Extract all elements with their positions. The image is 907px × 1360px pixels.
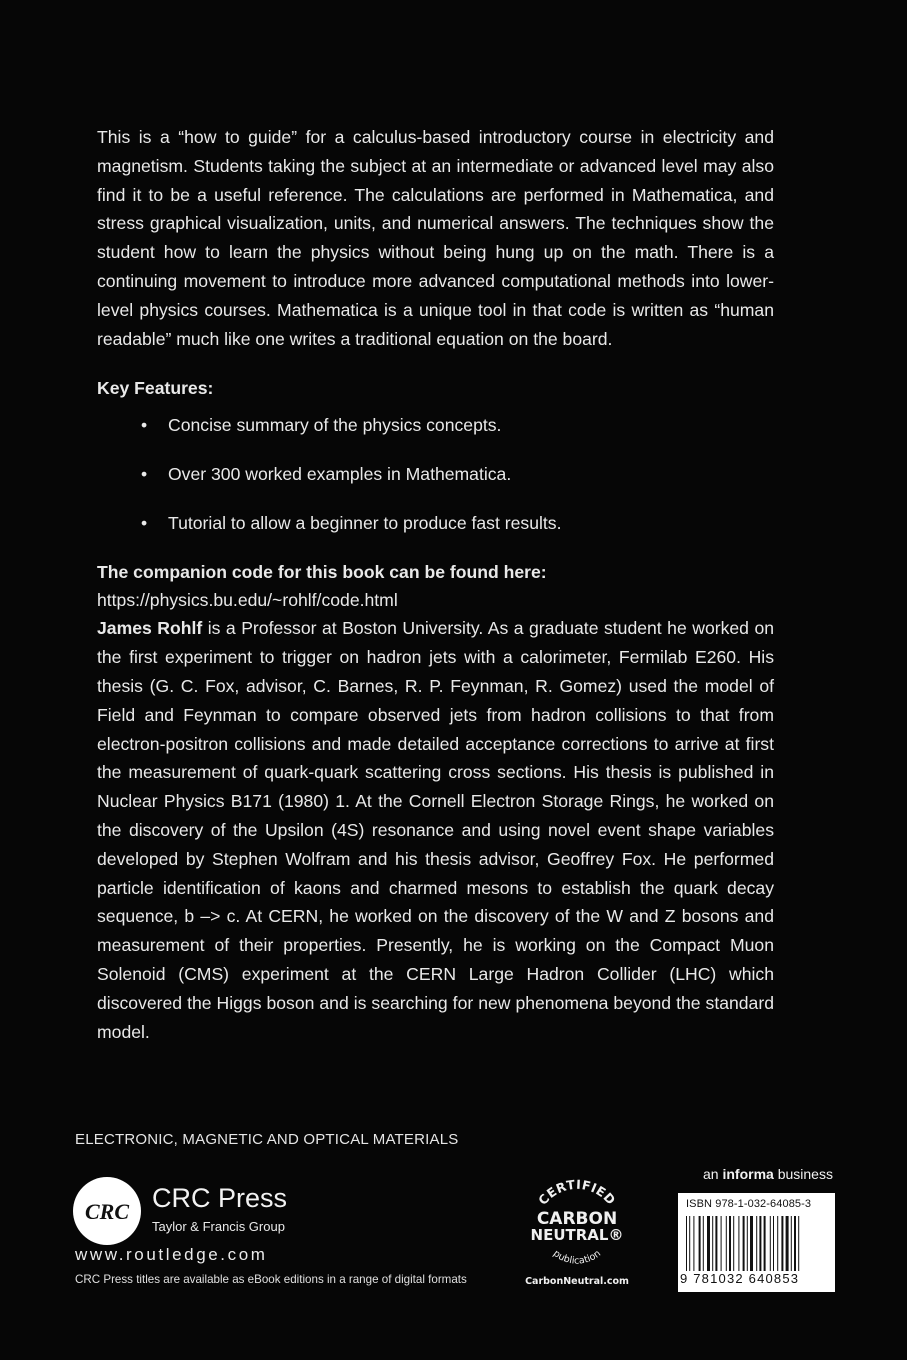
- subject-category: ELECTRONIC, MAGNETIC AND OPTICAL MATERIALS: [75, 1131, 459, 1148]
- companion-code-link[interactable]: https://physics.bu.edu/~rohlf/code.html: [97, 590, 398, 611]
- informa-tagline: an informa business: [703, 1166, 833, 1182]
- crc-logo-icon: [72, 1176, 142, 1246]
- isbn-barcode: [678, 1193, 835, 1292]
- bullet-icon: •: [141, 415, 148, 436]
- isbn-number: ISBN 978-1-032-64085-3: [686, 1198, 812, 1210]
- key-features-list: [97, 411, 774, 537]
- back-cover-text: [97, 123, 774, 1046]
- carbon-publication: publication: [550, 1248, 604, 1267]
- carbon-neutral-badge-icon: [518, 1176, 636, 1292]
- barcode-digits: 9 781032 640853: [680, 1271, 800, 1286]
- carbon-site: CarbonNeutral.com: [525, 1276, 629, 1287]
- publisher-name: CRC Press: [152, 1183, 288, 1213]
- key-features-heading: Key Features:: [97, 378, 214, 399]
- svg-text:publication: [551, 1248, 603, 1267]
- author-bio-text: is a Professor at Boston University. As a graduate student he worked on the first experiment to trigger on hadron jets with a calorimeter, Fermilab E260. His thesis (G. C. Fox, advisor, C. Barnes, R. P. Feynman, R. Gomez) used the model of Field and Feynman to compare observed jets from hadron collisions to that from electron-positron collisions and made detailed acceptance corrections to arrive at first the measurement of quark-quark scattering cross sections. His thesis is published in Nuclear Physics B171 (1980) 1. At the Cornell Electron Storage Rings, he worked on the discovery of the Upsilon (4S) resonance and using novel event shape variables developed by Stephen Wolfram and his thesis advisor, Geoffrey Fox. He performed particle identification of kaons and charmed mesons to establish the quark decay sequence, b –> c. At CERN, he worked on the discovery of the W and Z bosons and measurement of their properties. Presently, he is working on the Compact Muon Solenoid (CMS) experiment at the CERN Large Hadron Collider (LHC) which discovered the Higgs boson and is searching for new phenomena beyond the standard model.: [97, 618, 775, 1042]
- list-item: • Tutorial to allow a beginner to produce fast results.: [97, 509, 774, 537]
- carbon-line2: NEUTRAL®: [530, 1226, 624, 1244]
- carbon-line1: CARBON: [536, 1209, 618, 1229]
- bullet-icon: •: [141, 464, 148, 485]
- author-bio: [97, 614, 774, 1046]
- publisher-group: Taylor & Francis Group: [152, 1219, 285, 1234]
- crc-logo-text: CRC: [84, 1199, 130, 1224]
- svg-text:CERTIFIED: [535, 1177, 619, 1208]
- list-item: • Over 300 worked examples in Mathematica.: [97, 460, 774, 488]
- list-item: • Concise summary of the physics concepts.: [97, 411, 774, 439]
- bullet-icon: •: [141, 513, 148, 534]
- barcode-icon: [684, 1216, 829, 1271]
- book-description: This is a “how to guide” for a calculus-based introductory course in electricity and magnetism. Students taking the subject at an intermediate or advanced level may also find it to be a useful reference. The calculations are performed in Mathematica, and stress graphical visualization, units, and numerical answers. The techniques show the student how to learn the physics without being hung up on the math. There is a continuing movement to introduce more advanced computational methods into lower-level physics courses. Mathematica is a unique tool in that code is written as “human readable” much like one writes a traditional equation on the board.: [97, 127, 774, 349]
- companion-code-title: The companion code for this book can be found here:: [97, 562, 547, 583]
- companion-code: [97, 558, 774, 614]
- author-name: James Rohlf: [97, 618, 203, 639]
- carbon-certified: CERTIFIED: [535, 1176, 619, 1208]
- publisher-website[interactable]: www.routledge.com: [75, 1245, 268, 1264]
- ebook-note: CRC Press titles are available as eBook editions in a range of digital formats: [75, 1273, 467, 1286]
